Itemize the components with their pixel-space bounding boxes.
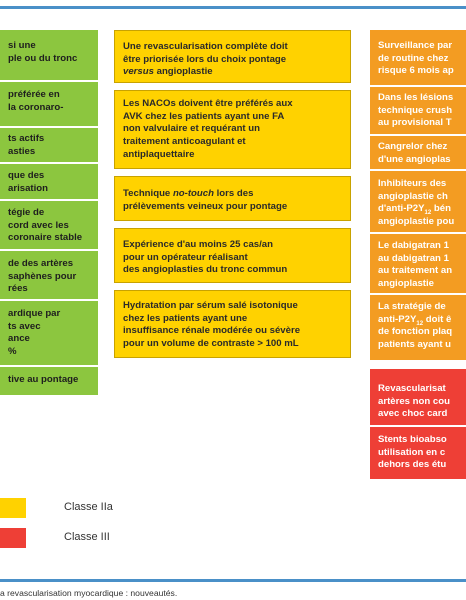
class-i-item-4 <box>0 201 98 249</box>
item-line <box>123 188 342 201</box>
item-line: ple ou du tronc <box>8 52 78 64</box>
item-line: Le dabigatran 1 <box>378 240 449 251</box>
item-line: Une revascularisation complète doit <box>123 41 288 52</box>
item-line: arisation <box>8 182 48 194</box>
legend-label: Classe III <box>64 531 110 543</box>
class-i-column <box>0 30 98 397</box>
item-line: $d'anti-P2Y_{12}$ bén <box>378 203 451 217</box>
class-i-item-0 <box>0 30 98 80</box>
item-line: pour un volume de contraste > 100 mL <box>123 337 299 349</box>
class-iii-item-1 <box>370 427 466 479</box>
item-line: Revascularisat <box>378 383 446 394</box>
item-line: Expérience d'au moins 25 cas/an <box>123 239 273 250</box>
class-iia-item-2 <box>114 176 351 221</box>
item-line: dehors des étu <box>378 459 447 471</box>
item-line: patients ayant u <box>378 338 452 350</box>
item-line: la coronaro- <box>8 101 64 113</box>
item-line: Stents bioabso <box>378 434 447 445</box>
item-line: anti-$P2Y_{12}$ doit ê <box>378 313 452 327</box>
class-iia-column <box>114 30 351 365</box>
class-iib-item-2 <box>370 136 466 169</box>
item-line: des angioplasties du tronc commun <box>123 264 288 276</box>
item-line: % <box>8 345 17 357</box>
item-line: ts avec <box>8 320 41 332</box>
item-line: ardique par <box>8 308 61 319</box>
item-line: ts actifs <box>8 133 45 144</box>
class-iia-item-1 <box>114 90 351 169</box>
item-line <box>123 66 342 79</box>
item-line: pour un opérateur réalisant <box>123 251 248 263</box>
class-i-item-7 <box>0 367 98 395</box>
class-i-item-3 <box>0 164 98 199</box>
item-line: Inhibiteurs des <box>378 178 447 189</box>
item-line: insuffisance rénale modérée ou sévère <box>123 325 301 337</box>
class-iib-iii-column <box>370 30 466 481</box>
italic-text: no-touch <box>172 188 214 199</box>
item-line: angioplastie pou <box>378 215 455 227</box>
class-iia-item-4 <box>114 290 351 358</box>
item-line: rées <box>8 283 28 295</box>
item-line: tégie de <box>8 207 45 218</box>
item-text: angioplastie <box>153 66 213 78</box>
item-line: utilisation en c <box>378 446 446 458</box>
item-line: chez les patients ayant une <box>123 312 248 324</box>
item-line: prélèvements veineux pour pontage <box>123 200 288 212</box>
class-iib-item-3 <box>370 171 466 232</box>
item-line: ance <box>8 333 30 345</box>
item-line: asties <box>8 145 36 157</box>
item-line: au provisional T <box>378 117 452 129</box>
class-iib-item-0 <box>370 30 466 85</box>
class-iib-item-5 <box>370 295 466 360</box>
item-line: Les NACOs doivent être préférés aux <box>123 98 293 109</box>
item-line: préférée en <box>8 89 60 100</box>
figure-caption: a revascularisation myocardique : nouveautés. <box>0 588 178 598</box>
item-line: coronaire stable <box>8 232 83 244</box>
item-line: AVK chez les patients ayant une FA <box>123 110 285 122</box>
item-line: de des artères <box>8 258 74 269</box>
item-line: si une <box>8 40 36 51</box>
item-line: non valvulaire et requérant un <box>123 123 261 135</box>
legend-swatch-yellow <box>0 498 26 518</box>
item-text: lors des <box>213 188 254 199</box>
item-line: d'une angioplas <box>378 153 451 165</box>
item-line: Hydratation par sérum salé isotonique <box>123 300 298 311</box>
item-line: être priorisée lors du choix pontage <box>123 53 287 65</box>
bottom-rule <box>0 579 466 582</box>
item-line: angioplastie <box>378 277 434 289</box>
item-line: de routine chez <box>378 52 449 64</box>
class-i-item-5 <box>0 251 98 299</box>
item-line: saphènes pour <box>8 270 77 282</box>
item-line: antiplaquettaire <box>123 148 195 160</box>
item-line: Dans les lésions <box>378 92 454 103</box>
item-line: au traitement an <box>378 265 453 277</box>
item-text: Technique <box>123 188 173 199</box>
legend-swatch-red <box>0 528 26 548</box>
class-i-item-2 <box>0 128 98 162</box>
legend-label: Classe IIa <box>64 501 113 513</box>
item-line: que des <box>8 170 45 181</box>
class-iib-item-1 <box>370 87 466 134</box>
class-iii-item-0 <box>370 369 466 425</box>
item-line: Surveillance par <box>378 40 453 51</box>
item-line: cord avec les <box>8 219 69 231</box>
class-i-item-6 <box>0 301 98 365</box>
item-line: angioplastie ch <box>378 190 448 202</box>
item-line: de fonction plaq <box>378 326 453 338</box>
class-iia-item-3 <box>114 228 351 283</box>
item-line: risque 6 mois ap <box>378 65 454 77</box>
class-i-item-1 <box>0 82 98 126</box>
item-line: au dabigatran 1 <box>378 252 449 264</box>
item-line: avec choc card <box>378 408 448 420</box>
item-line: Cangrelor chez <box>378 141 448 152</box>
class-iib-item-4 <box>370 234 466 293</box>
item-line: technique crush <box>378 104 453 116</box>
item-line: traitement anticoagulant et <box>123 135 246 147</box>
item-line: artères non cou <box>378 395 450 407</box>
item-line: tive au pontage <box>8 374 79 385</box>
class-iia-item-0 <box>114 30 351 83</box>
top-rule <box>0 6 466 9</box>
item-line: La stratégie de <box>378 301 446 312</box>
italic-text: versus <box>123 66 154 78</box>
